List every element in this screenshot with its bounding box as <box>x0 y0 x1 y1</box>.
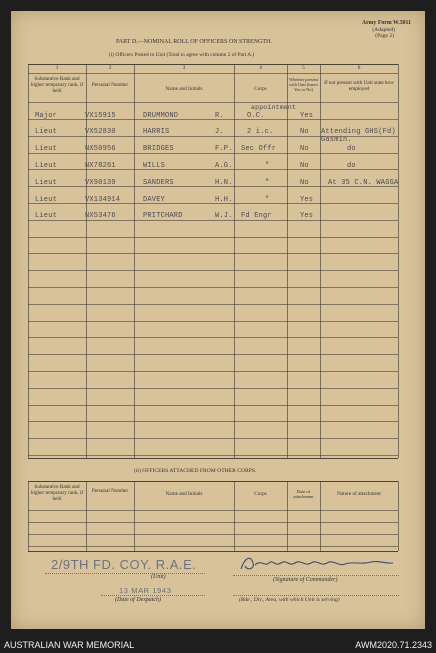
table-top-border <box>28 64 398 65</box>
ruled-line <box>28 354 398 355</box>
header-ii-name: Name and Initials <box>165 491 203 497</box>
ruled-line <box>28 287 398 288</box>
date-line <box>101 595 205 596</box>
number-cell: NX50956 <box>85 145 116 153</box>
col-line <box>398 64 399 458</box>
rank-cell: Lieut <box>35 128 58 136</box>
rank-cell: Major <box>35 112 58 120</box>
section-i-title: (i) Officers Posted to Unit (Total to agree with column 2 of Part A.) <box>109 52 255 58</box>
present-cell: No <box>300 128 309 136</box>
name-cell: SANDERS <box>143 179 174 187</box>
unit-stamp: 2/9TH FD. COY. R.A.E. <box>51 557 197 572</box>
table-ii-top-border <box>28 481 398 482</box>
army-form-number: Army Form W.3011 <box>361 20 411 26</box>
caption-source: AUSTRALIAN WAR MEMORIAL <box>4 640 135 650</box>
initials-cell: J. <box>215 128 224 136</box>
corps-cell: O.C. <box>247 112 265 120</box>
name-cell: WILLS <box>143 162 166 170</box>
employment-cell: At 35 C.N. WAGGA <box>328 179 399 187</box>
col-line <box>320 64 321 458</box>
header-name: Name and Initials <box>165 86 203 92</box>
initials-cell: A.G. <box>215 162 233 170</box>
commander-signature <box>235 551 399 575</box>
present-cell: No <box>300 179 309 187</box>
header-ii-date: Date of attachment <box>293 489 314 500</box>
header-present: Whether present with Unit (insert Yes or No) <box>288 77 319 93</box>
ruled-line <box>28 270 398 271</box>
col-line <box>134 481 135 551</box>
name-cell: PRITCHARD <box>143 212 183 220</box>
rank-cell: Lieut <box>35 179 58 187</box>
header-ii-corps: Corps <box>254 491 267 497</box>
bde-line <box>233 595 399 596</box>
ruled-line <box>28 119 398 120</box>
col-line <box>287 64 288 458</box>
col-line <box>320 481 321 551</box>
number-cell: VX134914 <box>85 196 121 204</box>
signature-line <box>233 575 399 576</box>
ruled-line <box>28 546 398 547</box>
rank-cell: Lieut <box>35 145 58 153</box>
header-ii-personal-number: Personal Number <box>91 488 129 494</box>
initials-cell: F.P. <box>215 145 233 153</box>
initials-cell: W.J. <box>215 212 233 220</box>
section-divider <box>28 458 398 459</box>
col-number: 1 <box>55 65 59 71</box>
table-ii-header-border <box>28 510 398 511</box>
ruled-line <box>28 522 398 523</box>
corps-cell: Fd Engr <box>241 212 272 220</box>
header-ii-nature: Nature of attachment <box>337 491 381 497</box>
col-number: 5 <box>302 65 305 71</box>
number-cell: VX52830 <box>85 128 116 136</box>
document-page <box>11 11 425 629</box>
ruled-line <box>28 534 398 535</box>
present-cell: No <box>300 145 309 153</box>
header-employment: If not present with Unit state how employed <box>324 80 394 92</box>
corps-cell: " <box>265 196 270 204</box>
ruled-line <box>28 371 398 372</box>
ruled-line <box>28 438 398 439</box>
employment-cell: Attending GHS(Fd) Gasmin. <box>321 128 396 144</box>
col-line <box>86 481 87 551</box>
corps-cell: Sec Offr <box>241 145 277 153</box>
section-ii-title: (ii) OFFICERS ATTACHED FROM OTHER CORPS. <box>134 468 257 474</box>
ruled-line <box>28 203 398 204</box>
col-number: 4 <box>259 65 262 71</box>
ruled-line <box>28 220 398 221</box>
ruled-line <box>28 405 398 406</box>
present-cell: Yes <box>300 196 314 204</box>
rank-cell: Lieut <box>35 196 58 204</box>
column-number-divider <box>28 73 398 74</box>
col-line <box>28 64 29 458</box>
col-number: 6 <box>357 65 361 71</box>
ruled-line <box>28 169 398 170</box>
name-cell: DRUMMOND <box>143 112 179 120</box>
corps-cell: " <box>265 162 270 170</box>
adapted-note: (Adapted) <box>372 27 395 33</box>
header-ii-rank: Substantive Rank and higher temporary rank, if held <box>30 484 84 502</box>
header-corps: Corps <box>254 86 267 92</box>
ruled-line <box>28 253 398 254</box>
ruled-line <box>28 321 398 322</box>
present-cell: Yes <box>300 212 314 220</box>
ruled-line <box>28 455 398 456</box>
ruled-line <box>28 337 398 338</box>
signature-label: (Signature of Commander) <box>273 577 338 583</box>
col-line <box>234 481 235 551</box>
present-cell: No <box>300 162 309 170</box>
name-cell: BRIDGES <box>143 145 174 153</box>
employment-cell: do <box>347 162 356 170</box>
number-cell: VX15915 <box>85 112 116 120</box>
ruled-line <box>28 421 398 422</box>
initials-cell: H.N. <box>215 179 233 187</box>
col-line <box>398 481 399 551</box>
ruled-line <box>28 237 398 238</box>
unit-line <box>45 573 205 574</box>
header-rank: Substantive Rank and higher temporary rank, if held <box>30 76 84 94</box>
present-cell: Yes <box>300 112 314 120</box>
ruled-line <box>28 153 398 154</box>
name-cell: HARRIS <box>143 128 170 136</box>
employment-cell: do <box>347 145 356 153</box>
col-number: 3 <box>182 65 186 71</box>
date-label: (Date of Despatch) <box>115 597 161 603</box>
col-line <box>234 64 235 458</box>
corps-cell: 2 i.c. <box>247 128 274 136</box>
number-cell: VX90139 <box>85 179 116 187</box>
col-line <box>134 64 135 458</box>
ruled-line <box>28 304 398 305</box>
col-number: 2 <box>108 65 112 71</box>
rank-cell: Lieut <box>35 212 58 220</box>
col-line <box>86 64 87 458</box>
corps-cell: " <box>265 179 270 187</box>
name-cell: DAVEY <box>143 196 166 204</box>
despatch-date-stamp: 13 MAR 1943 <box>119 586 172 595</box>
col-line <box>28 481 29 551</box>
number-cell: NX78261 <box>85 162 116 170</box>
unit-label: (Unit) <box>151 574 166 580</box>
bde-label: (Bde., Div., Area, with which Unit is serving) <box>239 597 340 603</box>
part-title: PART D.—NOMINAL ROLL OF OFFICERS ON STRENGTH. <box>116 39 272 45</box>
page-number: (Page 2) <box>375 33 394 39</box>
header-bottom-border <box>28 102 398 103</box>
header-personal-number: Personal Number <box>91 82 129 88</box>
rank-cell: Lieut <box>35 162 58 170</box>
number-cell: NX53476 <box>85 212 116 220</box>
initials-cell: R. <box>215 112 224 120</box>
initials-cell: H.H. <box>215 196 233 204</box>
corps-annotation: appointment <box>251 104 297 111</box>
ruled-line <box>28 388 398 389</box>
caption-accession: AWM2020.71.2343 <box>355 640 432 650</box>
